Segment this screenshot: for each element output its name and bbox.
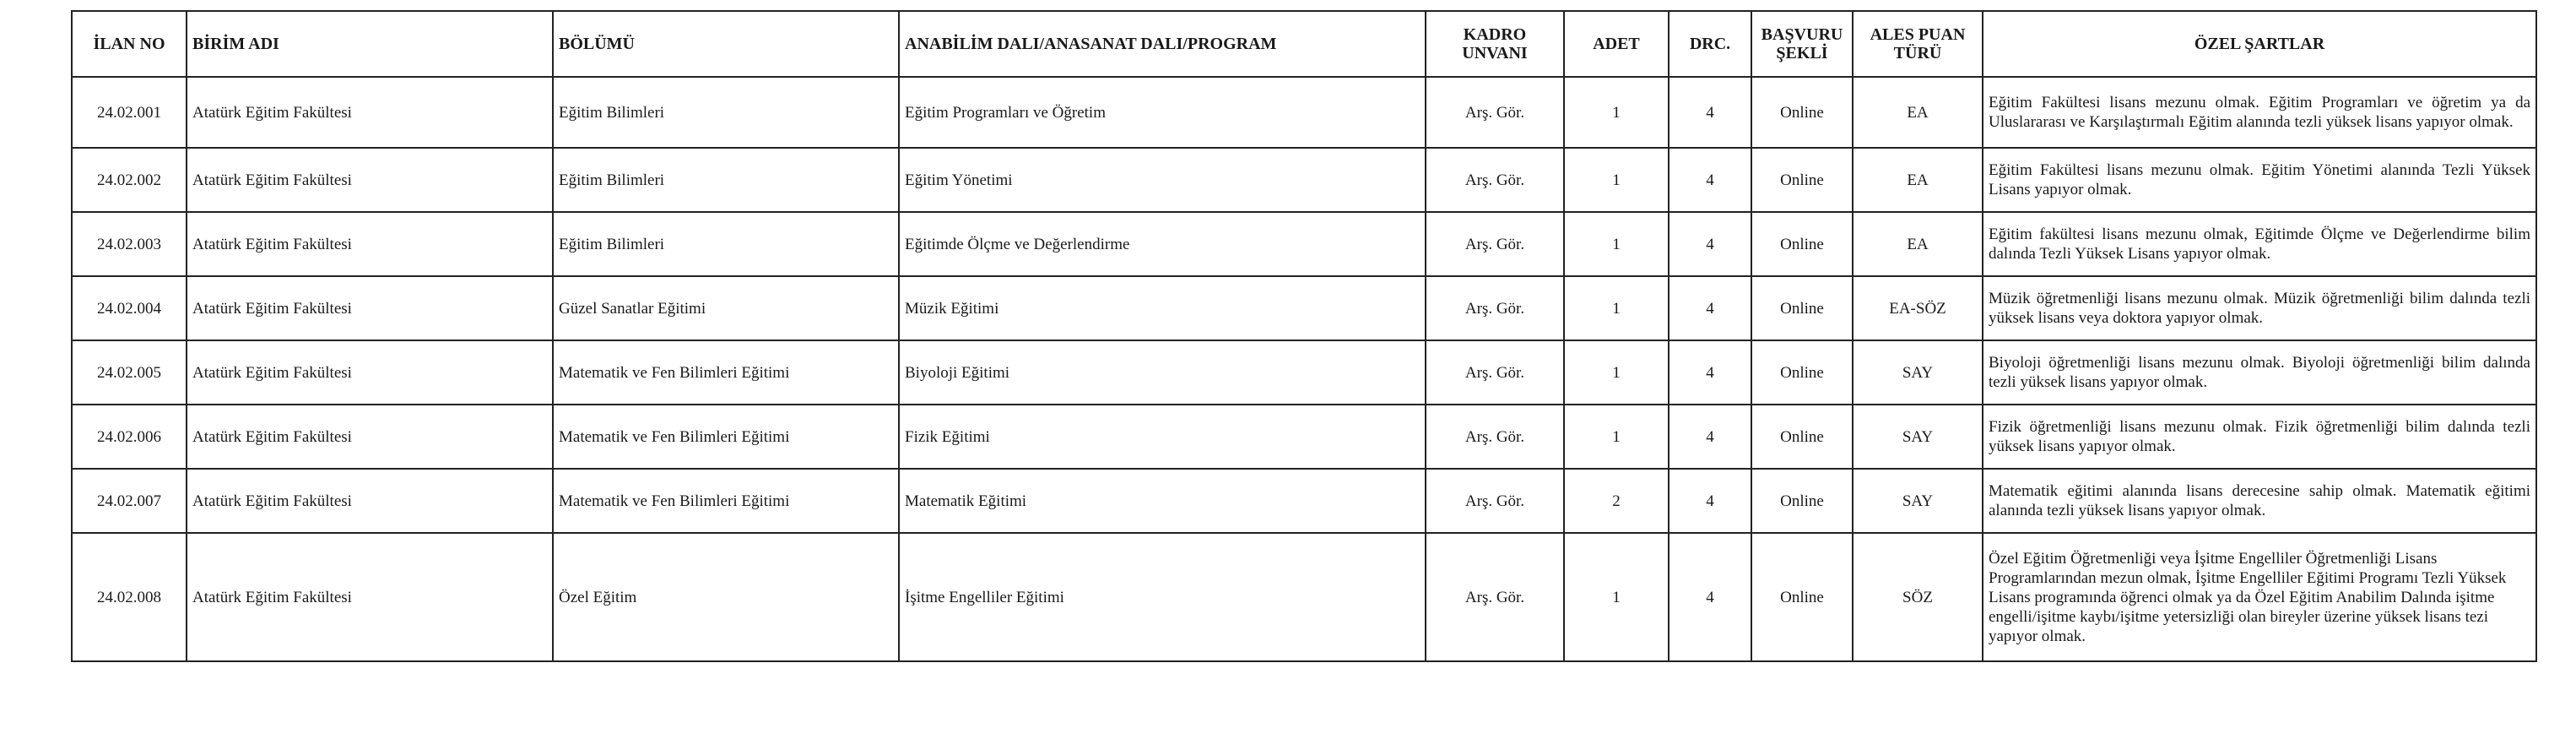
cell-adet: 1 xyxy=(1564,405,1669,469)
header-birim-adi: BİRİM ADI xyxy=(187,11,553,77)
cell-basvuru: Online xyxy=(1751,212,1853,276)
cell-anabilim: Eğitim Yönetimi xyxy=(899,148,1426,212)
cell-bolum: Eğitim Bilimleri xyxy=(553,212,899,276)
cell-ilan-no: 24.02.007 xyxy=(72,469,187,533)
cell-adet: 2 xyxy=(1564,469,1669,533)
cell-ilan-no: 24.02.001 xyxy=(72,77,187,148)
header-ilan-no: İLAN NO xyxy=(72,11,187,77)
cell-ozel-sartlar: Eğitim Fakültesi lisans mezunu olmak. Eğitim Yönetimi alanında Tezli Yüksek Lisans yapıyor olmak. xyxy=(1983,148,2536,212)
cell-ozel-sartlar: Fizik öğretmenliği lisans mezunu olmak. Fizik öğretmenliği bilim dalında tezli yüksek lisans yapıyor olmak. xyxy=(1983,405,2536,469)
cell-birim: Atatürk Eğitim Fakültesi xyxy=(187,212,553,276)
cell-ales: SAY xyxy=(1853,405,1983,469)
cell-anabilim: Eğitimde Ölçme ve Değerlendirme xyxy=(899,212,1426,276)
cell-ilan-no: 24.02.005 xyxy=(72,340,187,405)
cell-adet: 1 xyxy=(1564,276,1669,340)
cell-kadro: Arş. Gör. xyxy=(1426,77,1564,148)
cell-drc: 4 xyxy=(1669,405,1751,469)
cell-bolum: Eğitim Bilimleri xyxy=(553,77,899,148)
cell-bolum: Matematik ve Fen Bilimleri Eğitimi xyxy=(553,340,899,405)
cell-ilan-no: 24.02.003 xyxy=(72,212,187,276)
cell-basvuru: Online xyxy=(1751,276,1853,340)
table-row xyxy=(72,405,2536,469)
cell-basvuru: Online xyxy=(1751,148,1853,212)
cell-drc: 4 xyxy=(1669,276,1751,340)
header-adet: ADET xyxy=(1564,11,1669,77)
table-row xyxy=(72,212,2536,276)
cell-birim: Atatürk Eğitim Fakültesi xyxy=(187,405,553,469)
cell-birim: Atatürk Eğitim Fakültesi xyxy=(187,340,553,405)
cell-drc: 4 xyxy=(1669,77,1751,148)
cell-kadro: Arş. Gör. xyxy=(1426,533,1564,661)
cell-birim: Atatürk Eğitim Fakültesi xyxy=(187,469,553,533)
cell-birim: Atatürk Eğitim Fakültesi xyxy=(187,533,553,661)
cell-kadro: Arş. Gör. xyxy=(1426,469,1564,533)
header-basvuru-sekli: BAŞVURU ŞEKLİ xyxy=(1751,11,1853,77)
cell-ozel-sartlar: Eğitim fakültesi lisans mezunu olmak, Eğitimde Ölçme ve Değerlendirme bilim dalında Tezli Yüksek Lisans yapıyor olmak. xyxy=(1983,212,2536,276)
table-row xyxy=(72,77,2536,148)
cell-ilan-no: 24.02.002 xyxy=(72,148,187,212)
cell-basvuru: Online xyxy=(1751,405,1853,469)
cell-anabilim: Matematik Eğitimi xyxy=(899,469,1426,533)
cell-adet: 1 xyxy=(1564,212,1669,276)
cell-drc: 4 xyxy=(1669,469,1751,533)
cell-ales: SAY xyxy=(1853,340,1983,405)
cell-ilan-no: 24.02.008 xyxy=(72,533,187,661)
header-anabilim: ANABİLİM DALI/ANASANAT DALI/PROGRAM xyxy=(899,11,1426,77)
header-drc: DRC. xyxy=(1669,11,1751,77)
cell-birim: Atatürk Eğitim Fakültesi xyxy=(187,276,553,340)
table-row xyxy=(72,340,2536,405)
cell-kadro: Arş. Gör. xyxy=(1426,212,1564,276)
cell-ales: SÖZ xyxy=(1853,533,1983,661)
cell-basvuru: Online xyxy=(1751,77,1853,148)
cell-ales: EA-SÖZ xyxy=(1853,276,1983,340)
header-bolumu: BÖLÜMÜ xyxy=(553,11,899,77)
cell-ozel-sartlar: Müzik öğretmenliği lisans mezunu olmak. Müzik öğretmenliği bilim dalında tezli yüksek lisans veya doktora yapıyor olmak. xyxy=(1983,276,2536,340)
cell-birim: Atatürk Eğitim Fakültesi xyxy=(187,148,553,212)
cell-drc: 4 xyxy=(1669,340,1751,405)
job-listing-table xyxy=(71,10,2537,662)
table-row xyxy=(72,148,2536,212)
cell-ilan-no: 24.02.004 xyxy=(72,276,187,340)
cell-ales: EA xyxy=(1853,148,1983,212)
cell-anabilim: Fizik Eğitimi xyxy=(899,405,1426,469)
cell-kadro: Arş. Gör. xyxy=(1426,340,1564,405)
table-row xyxy=(72,276,2536,340)
cell-ozel-sartlar: Matematik eğitimi alanında lisans derecesine sahip olmak. Matematik eğitimi alanında tezli yüksek lisans yapıyor olmak. xyxy=(1983,469,2536,533)
cell-anabilim: Biyoloji Eğitimi xyxy=(899,340,1426,405)
header-kadro-unvani: KADRO UNVANI xyxy=(1426,11,1564,77)
cell-ales: SAY xyxy=(1853,469,1983,533)
cell-adet: 1 xyxy=(1564,340,1669,405)
cell-bolum: Matematik ve Fen Bilimleri Eğitimi xyxy=(553,469,899,533)
header-ales-puan-turu: ALES PUAN TÜRÜ xyxy=(1853,11,1983,77)
cell-kadro: Arş. Gör. xyxy=(1426,148,1564,212)
cell-bolum: Güzel Sanatlar Eğitimi xyxy=(553,276,899,340)
cell-anabilim: Eğitim Programları ve Öğretim xyxy=(899,77,1426,148)
header-ozel-sartlar: ÖZEL ŞARTLAR xyxy=(1983,11,2536,77)
cell-adet: 1 xyxy=(1564,533,1669,661)
cell-basvuru: Online xyxy=(1751,340,1853,405)
cell-drc: 4 xyxy=(1669,148,1751,212)
table-row xyxy=(72,469,2536,533)
cell-ozel-sartlar: Eğitim Fakültesi lisans mezunu olmak. Eğitim Programları ve öğretim ya da Uluslararası ve Karşılaştırmalı Eğitim alanında tezli yüksek lisans yapıyor olmak. xyxy=(1983,77,2536,148)
cell-kadro: Arş. Gör. xyxy=(1426,405,1564,469)
cell-ozel-sartlar: Özel Eğitim Öğretmenliği veya İşitme Engelliler Öğretmenliği Lisans Programlarından mezun olmak, İşitme Engelliler Eğitimi Programı Tezli Yüksek Lisans programında öğrenci olmak ya da Özel Eğitim Anabilim Dalında işitme engelli/işitme kaybı/işitme yetersizliği olan bireyler üzerine yüksek lisans tezi yapıyor olmak. xyxy=(1983,533,2536,661)
cell-anabilim: Müzik Eğitimi xyxy=(899,276,1426,340)
cell-bolum: Matematik ve Fen Bilimleri Eğitimi xyxy=(553,405,899,469)
cell-basvuru: Online xyxy=(1751,469,1853,533)
table-header-row xyxy=(72,11,2536,77)
cell-ales: EA xyxy=(1853,212,1983,276)
cell-anabilim: İşitme Engelliler Eğitimi xyxy=(899,533,1426,661)
cell-drc: 4 xyxy=(1669,533,1751,661)
cell-birim: Atatürk Eğitim Fakültesi xyxy=(187,77,553,148)
cell-bolum: Özel Eğitim xyxy=(553,533,899,661)
cell-bolum: Eğitim Bilimleri xyxy=(553,148,899,212)
cell-adet: 1 xyxy=(1564,148,1669,212)
table-row xyxy=(72,533,2536,661)
cell-ozel-sartlar: Biyoloji öğretmenliği lisans mezunu olmak. Biyoloji öğretmenliği bilim dalında tezli yüksek lisans yapıyor olmak. xyxy=(1983,340,2536,405)
cell-adet: 1 xyxy=(1564,77,1669,148)
cell-basvuru: Online xyxy=(1751,533,1853,661)
cell-ales: EA xyxy=(1853,77,1983,148)
cell-ilan-no: 24.02.006 xyxy=(72,405,187,469)
cell-drc: 4 xyxy=(1669,212,1751,276)
cell-kadro: Arş. Gör. xyxy=(1426,276,1564,340)
